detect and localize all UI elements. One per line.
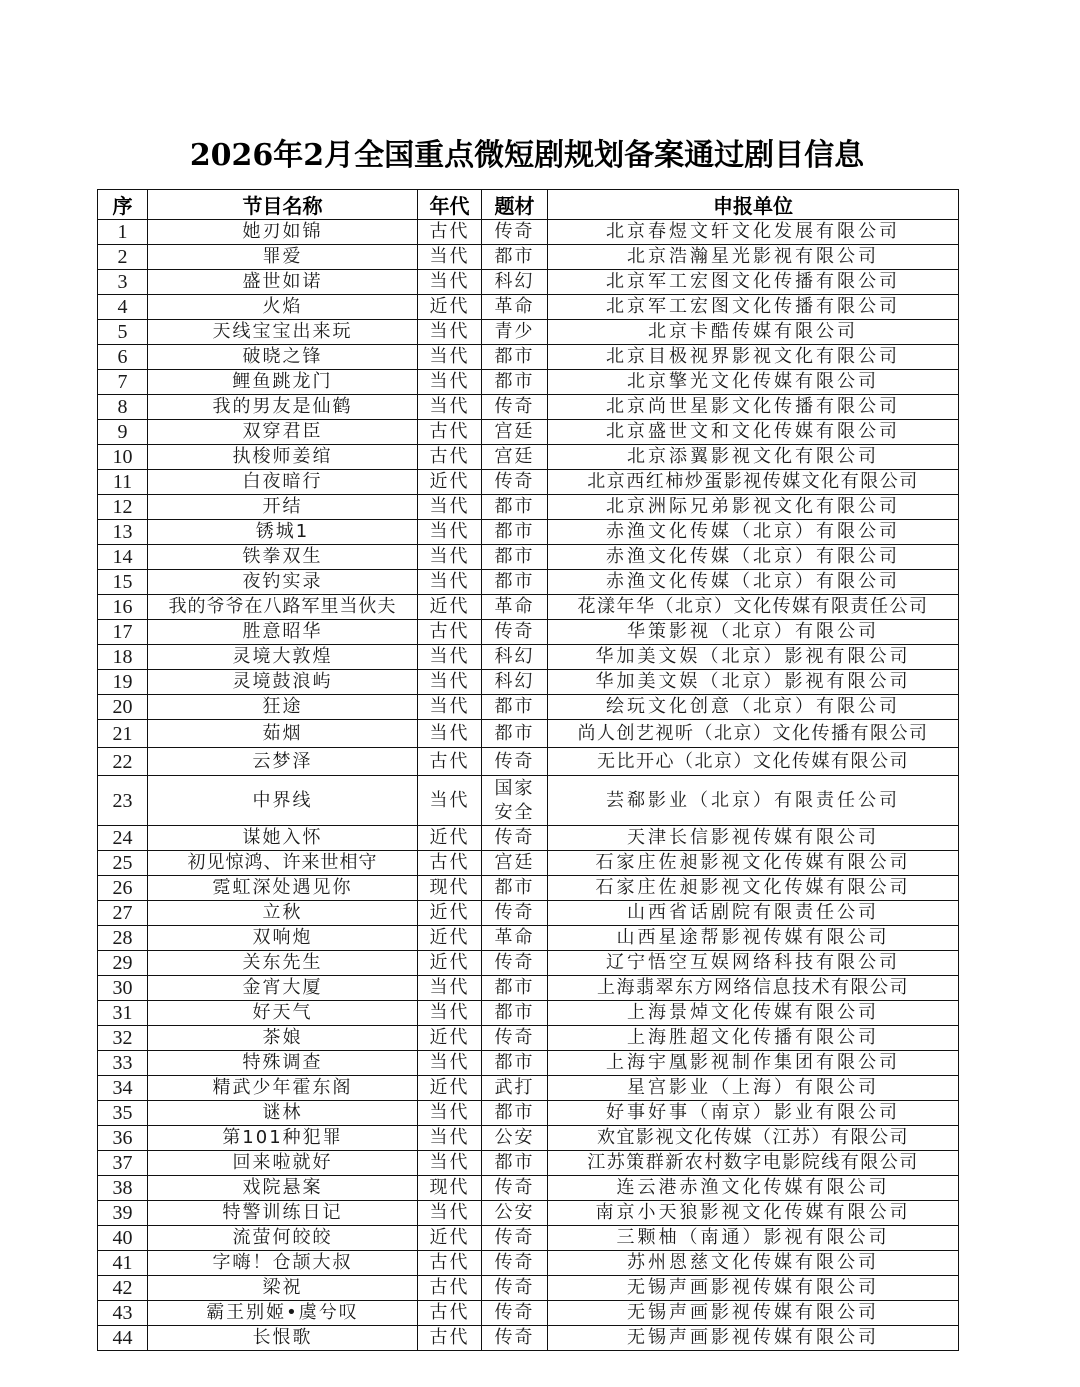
cell-title: 云梦泽: [148, 748, 418, 776]
cell-title: 执梭师姜绾: [148, 445, 418, 470]
table-row: [98, 1301, 959, 1326]
table-row: [98, 420, 959, 445]
table-row: [98, 670, 959, 695]
cell-no: 43: [98, 1301, 148, 1326]
cell-unit: 北京盛世文和文化传媒有限公司: [548, 420, 959, 445]
cell-title: 戏院悬案: [148, 1176, 418, 1201]
cell-genre: 都市: [482, 520, 548, 545]
table-row: [98, 695, 959, 720]
cell-era: 当代: [418, 320, 482, 345]
cell-era: 近代: [418, 1226, 482, 1251]
cell-era: 古代: [418, 1301, 482, 1326]
table-row: [98, 748, 959, 776]
cell-no: 3: [98, 270, 148, 295]
cell-era: 当代: [418, 695, 482, 720]
cell-unit: 尚人创艺视听（北京）文化传播有限公司: [548, 720, 959, 748]
cell-genre: 都市: [482, 1051, 548, 1076]
cell-era: 古代: [418, 620, 482, 645]
cell-unit: 石家庄佐昶影视文化传媒有限公司: [548, 851, 959, 876]
cell-title: 天线宝宝出来玩: [148, 320, 418, 345]
cell-genre: 传奇: [482, 620, 548, 645]
cell-genre: 传奇: [482, 470, 548, 495]
cell-genre: 都市: [482, 570, 548, 595]
table-row: [98, 570, 959, 595]
cell-genre: 革命: [482, 295, 548, 320]
cell-title: 她刃如锦: [148, 220, 418, 245]
cell-genre: 科幻: [482, 270, 548, 295]
cell-genre: 传奇: [482, 395, 548, 420]
cell-no: 27: [98, 901, 148, 926]
cell-genre: 传奇: [482, 1276, 548, 1301]
cell-genre: 都市: [482, 545, 548, 570]
cell-era: 现代: [418, 1176, 482, 1201]
cell-unit: 北京浩瀚星光影视有限公司: [548, 245, 959, 270]
cell-unit: 华加美文娱（北京）影视有限公司: [548, 645, 959, 670]
cell-unit: 南京小天狼影视文化传媒有限公司: [548, 1201, 959, 1226]
cell-unit: 华策影视（北京）有限公司: [548, 620, 959, 645]
cell-era: 当代: [418, 1126, 482, 1151]
cell-genre: 都市: [482, 876, 548, 901]
cell-title: 双响炮: [148, 926, 418, 951]
cell-no: 44: [98, 1326, 148, 1351]
cell-no: 11: [98, 470, 148, 495]
cell-title: 狂途: [148, 695, 418, 720]
cell-title: 金宵大厦: [148, 976, 418, 1001]
cell-title: 盛世如诺: [148, 270, 418, 295]
cell-no: 25: [98, 851, 148, 876]
cell-title: 字嗨！仓颉大叔: [148, 1251, 418, 1276]
cell-no: 26: [98, 876, 148, 901]
cell-era: 当代: [418, 670, 482, 695]
cell-era: 当代: [418, 495, 482, 520]
table-row: [98, 926, 959, 951]
table-row: [98, 220, 959, 245]
table-row: [98, 520, 959, 545]
cell-unit: 北京军工宏图文化传播有限公司: [548, 295, 959, 320]
cell-unit: 赤渔文化传媒（北京）有限公司: [548, 520, 959, 545]
cell-no: 6: [98, 345, 148, 370]
table-row: [98, 345, 959, 370]
cell-unit: 无锡声画影视传媒有限公司: [548, 1326, 959, 1351]
table-body: [98, 220, 959, 1351]
cell-genre: 科幻: [482, 645, 548, 670]
cell-era: 古代: [418, 1276, 482, 1301]
table-row: [98, 245, 959, 270]
cell-era: 当代: [418, 270, 482, 295]
cell-unit: 上海宇凰影视制作集团有限公司: [548, 1051, 959, 1076]
table-row: [98, 876, 959, 901]
cell-unit: 北京尚世星影文化传播有限公司: [548, 395, 959, 420]
cell-no: 22: [98, 748, 148, 776]
genre-line: 安全: [494, 801, 535, 823]
cell-no: 2: [98, 245, 148, 270]
cell-unit: 好事好事（南京）影业有限公司: [548, 1101, 959, 1126]
table-row: [98, 720, 959, 748]
cell-unit: 三颗柚（南通）影视有限公司: [548, 1226, 959, 1251]
cell-era: 近代: [418, 1026, 482, 1051]
table-row: [98, 1326, 959, 1351]
cell-era: 古代: [418, 1251, 482, 1276]
genre-line: 国家: [494, 777, 535, 799]
cell-title: 回来啦就好: [148, 1151, 418, 1176]
table-row: [98, 370, 959, 395]
cell-unit: 苏州恩慈文化传媒有限公司: [548, 1251, 959, 1276]
cell-title: 梁祝: [148, 1276, 418, 1301]
cell-unit: 北京春煜文轩文化发展有限公司: [548, 220, 959, 245]
cell-no: 8: [98, 395, 148, 420]
cell-title: 霓虹深处遇见你: [148, 876, 418, 901]
table-header-row: [98, 190, 959, 220]
cell-no: 38: [98, 1176, 148, 1201]
cell-era: 古代: [418, 1326, 482, 1351]
cell-no: 30: [98, 976, 148, 1001]
cell-unit: 北京擎光文化传媒有限公司: [548, 370, 959, 395]
table-row: [98, 270, 959, 295]
cell-era: 近代: [418, 826, 482, 851]
table-row: [98, 645, 959, 670]
cell-no: 23: [98, 776, 148, 826]
cell-era: 现代: [418, 876, 482, 901]
cell-era: 古代: [418, 445, 482, 470]
cell-no: 31: [98, 1001, 148, 1026]
cell-era: 当代: [418, 1101, 482, 1126]
cell-era: 古代: [418, 220, 482, 245]
cell-era: 近代: [418, 1076, 482, 1101]
cell-no: 34: [98, 1076, 148, 1101]
cell-genre: 都市: [482, 720, 548, 748]
cell-era: 当代: [418, 520, 482, 545]
cell-no: 24: [98, 826, 148, 851]
table-row: [98, 1051, 959, 1076]
table-row: [98, 776, 959, 826]
cell-no: 17: [98, 620, 148, 645]
cell-unit: 芸郗影业（北京）有限责任公司: [548, 776, 959, 826]
cell-no: 4: [98, 295, 148, 320]
header-genre: 题材: [482, 190, 548, 220]
cell-title: 中界线: [148, 776, 418, 826]
cell-unit: 华加美文娱（北京）影视有限公司: [548, 670, 959, 695]
cell-title: 特警训练日记: [148, 1201, 418, 1226]
cell-genre: 传奇: [482, 1326, 548, 1351]
table-row: [98, 395, 959, 420]
table-row: [98, 901, 959, 926]
cell-title: 霸王别姬•虞兮叹: [148, 1301, 418, 1326]
cell-era: 近代: [418, 926, 482, 951]
cell-era: 当代: [418, 776, 482, 826]
cell-genre: 都市: [482, 370, 548, 395]
cell-title: 第101种犯罪: [148, 1126, 418, 1151]
header-no: 序: [98, 190, 148, 220]
table-row: [98, 951, 959, 976]
cell-title: 精武少年霍东阁: [148, 1076, 418, 1101]
cell-era: 当代: [418, 245, 482, 270]
cell-genre: 传奇: [482, 1226, 548, 1251]
table-row: [98, 470, 959, 495]
cell-no: 18: [98, 645, 148, 670]
cell-era: 当代: [418, 1001, 482, 1026]
cell-no: 39: [98, 1201, 148, 1226]
cell-era: 当代: [418, 345, 482, 370]
cell-no: 20: [98, 695, 148, 720]
cell-unit: 上海胜超文化传播有限公司: [548, 1026, 959, 1051]
cell-no: 40: [98, 1226, 148, 1251]
cell-era: 当代: [418, 1151, 482, 1176]
cell-era: 当代: [418, 545, 482, 570]
cell-genre: 都市: [482, 695, 548, 720]
table-row: [98, 595, 959, 620]
cell-unit: 无比开心（北京）文化传媒有限公司: [548, 748, 959, 776]
table-row: [98, 851, 959, 876]
table-row: [98, 1026, 959, 1051]
cell-no: 42: [98, 1276, 148, 1301]
cell-title: 流萤何皎皎: [148, 1226, 418, 1251]
table-row: [98, 826, 959, 851]
cell-unit: 上海翡翠东方网络信息技术有限公司: [548, 976, 959, 1001]
cell-era: 近代: [418, 595, 482, 620]
cell-era: 近代: [418, 295, 482, 320]
cell-title: 谜林: [148, 1101, 418, 1126]
cell-genre: 传奇: [482, 1301, 548, 1326]
drama-record-table: [97, 189, 959, 1351]
header-era: 年代: [418, 190, 482, 220]
cell-genre: 科幻: [482, 670, 548, 695]
cell-genre: 传奇: [482, 748, 548, 776]
cell-unit: 赤渔文化传媒（北京）有限公司: [548, 545, 959, 570]
table-row: [98, 495, 959, 520]
cell-no: 32: [98, 1026, 148, 1051]
cell-era: 古代: [418, 420, 482, 445]
cell-title: 关东先生: [148, 951, 418, 976]
cell-no: 12: [98, 495, 148, 520]
cell-genre: [482, 776, 548, 826]
cell-genre: 传奇: [482, 826, 548, 851]
cell-no: 36: [98, 1126, 148, 1151]
table-row: [98, 1201, 959, 1226]
cell-unit: 北京洲际兄弟影视文化有限公司: [548, 495, 959, 520]
table-row: [98, 1226, 959, 1251]
cell-title: 鲤鱼跳龙门: [148, 370, 418, 395]
cell-title: 铁拳双生: [148, 545, 418, 570]
cell-title: 茶娘: [148, 1026, 418, 1051]
cell-title: 谋她入怀: [148, 826, 418, 851]
cell-genre: 传奇: [482, 1026, 548, 1051]
table-row: [98, 1176, 959, 1201]
cell-unit: 赤渔文化传媒（北京）有限公司: [548, 570, 959, 595]
cell-title: 好天气: [148, 1001, 418, 1026]
table-row: [98, 1101, 959, 1126]
cell-no: 10: [98, 445, 148, 470]
table-row: [98, 1076, 959, 1101]
cell-genre: 传奇: [482, 220, 548, 245]
cell-genre: 都市: [482, 976, 548, 1001]
cell-title: 长恨歌: [148, 1326, 418, 1351]
cell-unit: 无锡声画影视传媒有限公司: [548, 1276, 959, 1301]
cell-unit: 欢宜影视文化传媒（江苏）有限公司: [548, 1126, 959, 1151]
cell-no: 21: [98, 720, 148, 748]
cell-no: 28: [98, 926, 148, 951]
cell-unit: 花漾年华（北京）文化传媒有限责任公司: [548, 595, 959, 620]
cell-genre: 都市: [482, 1001, 548, 1026]
cell-genre: 都市: [482, 495, 548, 520]
cell-unit: 北京西红柿炒蛋影视传媒文化有限公司: [548, 470, 959, 495]
cell-no: 37: [98, 1151, 148, 1176]
cell-genre: 宫廷: [482, 851, 548, 876]
cell-genre: 传奇: [482, 951, 548, 976]
cell-no: 9: [98, 420, 148, 445]
cell-era: 近代: [418, 901, 482, 926]
cell-title: 夜钓实录: [148, 570, 418, 595]
cell-unit: 石家庄佐昶影视文化传媒有限公司: [548, 876, 959, 901]
table-row: [98, 320, 959, 345]
cell-unit: 山西省话剧院有限责任公司: [548, 901, 959, 926]
cell-era: 古代: [418, 851, 482, 876]
cell-unit: 连云港赤渔文化传媒有限公司: [548, 1176, 959, 1201]
cell-era: 近代: [418, 951, 482, 976]
cell-title: 特殊调查: [148, 1051, 418, 1076]
cell-title: 初见惊鸿、许来世相守: [148, 851, 418, 876]
cell-unit: 江苏策群新农村数字电影院线有限公司: [548, 1151, 959, 1176]
cell-title: 破晓之锋: [148, 345, 418, 370]
header-unit: 申报单位: [548, 190, 959, 220]
cell-unit: 山西星途帮影视传媒有限公司: [548, 926, 959, 951]
cell-title: 我的爷爷在八路军里当伙夫: [148, 595, 418, 620]
cell-genre: 都市: [482, 1151, 548, 1176]
cell-title: 锈城1: [148, 520, 418, 545]
document-title: 2026年2月全国重点微短剧规划备案通过剧目信息: [189, 138, 865, 173]
table-row: [98, 1151, 959, 1176]
table-row: [98, 545, 959, 570]
cell-title: 茹烟: [148, 720, 418, 748]
cell-no: 16: [98, 595, 148, 620]
cell-title: 立秋: [148, 901, 418, 926]
cell-unit: 无锡声画影视传媒有限公司: [548, 1301, 959, 1326]
cell-title: 罪爱: [148, 245, 418, 270]
cell-genre: 青少: [482, 320, 548, 345]
cell-unit: 北京目极视界影视文化有限公司: [548, 345, 959, 370]
cell-title: 我的男友是仙鹤: [148, 395, 418, 420]
cell-title: 火焰: [148, 295, 418, 320]
cell-genre: 武打: [482, 1076, 548, 1101]
cell-genre: 都市: [482, 245, 548, 270]
cell-unit: 星宫影业（上海）有限公司: [548, 1076, 959, 1101]
cell-genre: 公安: [482, 1201, 548, 1226]
cell-era: 当代: [418, 395, 482, 420]
cell-unit: 北京卡酷传媒有限公司: [548, 320, 959, 345]
cell-genre: 宫廷: [482, 420, 548, 445]
cell-no: 13: [98, 520, 148, 545]
cell-no: 14: [98, 545, 148, 570]
cell-no: 5: [98, 320, 148, 345]
cell-era: 当代: [418, 976, 482, 1001]
cell-no: 33: [98, 1051, 148, 1076]
cell-unit: 绘玩文化创意（北京）有限公司: [548, 695, 959, 720]
cell-genre: 传奇: [482, 1251, 548, 1276]
table-row: [98, 445, 959, 470]
cell-genre: 都市: [482, 1101, 548, 1126]
cell-genre: 革命: [482, 926, 548, 951]
cell-era: 当代: [418, 1201, 482, 1226]
table-row: [98, 1126, 959, 1151]
cell-title: 双穿君臣: [148, 420, 418, 445]
table-row: [98, 976, 959, 1001]
cell-title: 灵境鼓浪屿: [148, 670, 418, 695]
cell-genre: 传奇: [482, 901, 548, 926]
cell-no: 15: [98, 570, 148, 595]
cell-era: 当代: [418, 720, 482, 748]
cell-unit: 天津长信影视传媒有限公司: [548, 826, 959, 851]
cell-genre: 传奇: [482, 1176, 548, 1201]
cell-title: 胜意昭华: [148, 620, 418, 645]
cell-era: 当代: [418, 645, 482, 670]
header-title: 节目名称: [148, 190, 418, 220]
cell-unit: 上海景焯文化传媒有限公司: [548, 1001, 959, 1026]
cell-genre: 公安: [482, 1126, 548, 1151]
cell-unit: 北京添翼影视文化有限公司: [548, 445, 959, 470]
cell-no: 35: [98, 1101, 148, 1126]
table-row: [98, 1001, 959, 1026]
cell-era: 近代: [418, 470, 482, 495]
table-row: [98, 1276, 959, 1301]
cell-no: 29: [98, 951, 148, 976]
cell-genre: 都市: [482, 345, 548, 370]
table-row: [98, 620, 959, 645]
cell-era: 当代: [418, 1051, 482, 1076]
cell-no: 41: [98, 1251, 148, 1276]
cell-era: 当代: [418, 570, 482, 595]
cell-unit: 北京军工宏图文化传播有限公司: [548, 270, 959, 295]
table-row: [98, 295, 959, 320]
cell-unit: 辽宁悟空互娱网络科技有限公司: [548, 951, 959, 976]
cell-era: 古代: [418, 748, 482, 776]
cell-no: 7: [98, 370, 148, 395]
cell-genre: 革命: [482, 595, 548, 620]
cell-title: 白夜暗行: [148, 470, 418, 495]
cell-no: 1: [98, 220, 148, 245]
cell-genre: 宫廷: [482, 445, 548, 470]
cell-era: 当代: [418, 370, 482, 395]
cell-title: 灵境大敦煌: [148, 645, 418, 670]
table-row: [98, 1251, 959, 1276]
cell-title: 开结: [148, 495, 418, 520]
cell-no: 19: [98, 670, 148, 695]
